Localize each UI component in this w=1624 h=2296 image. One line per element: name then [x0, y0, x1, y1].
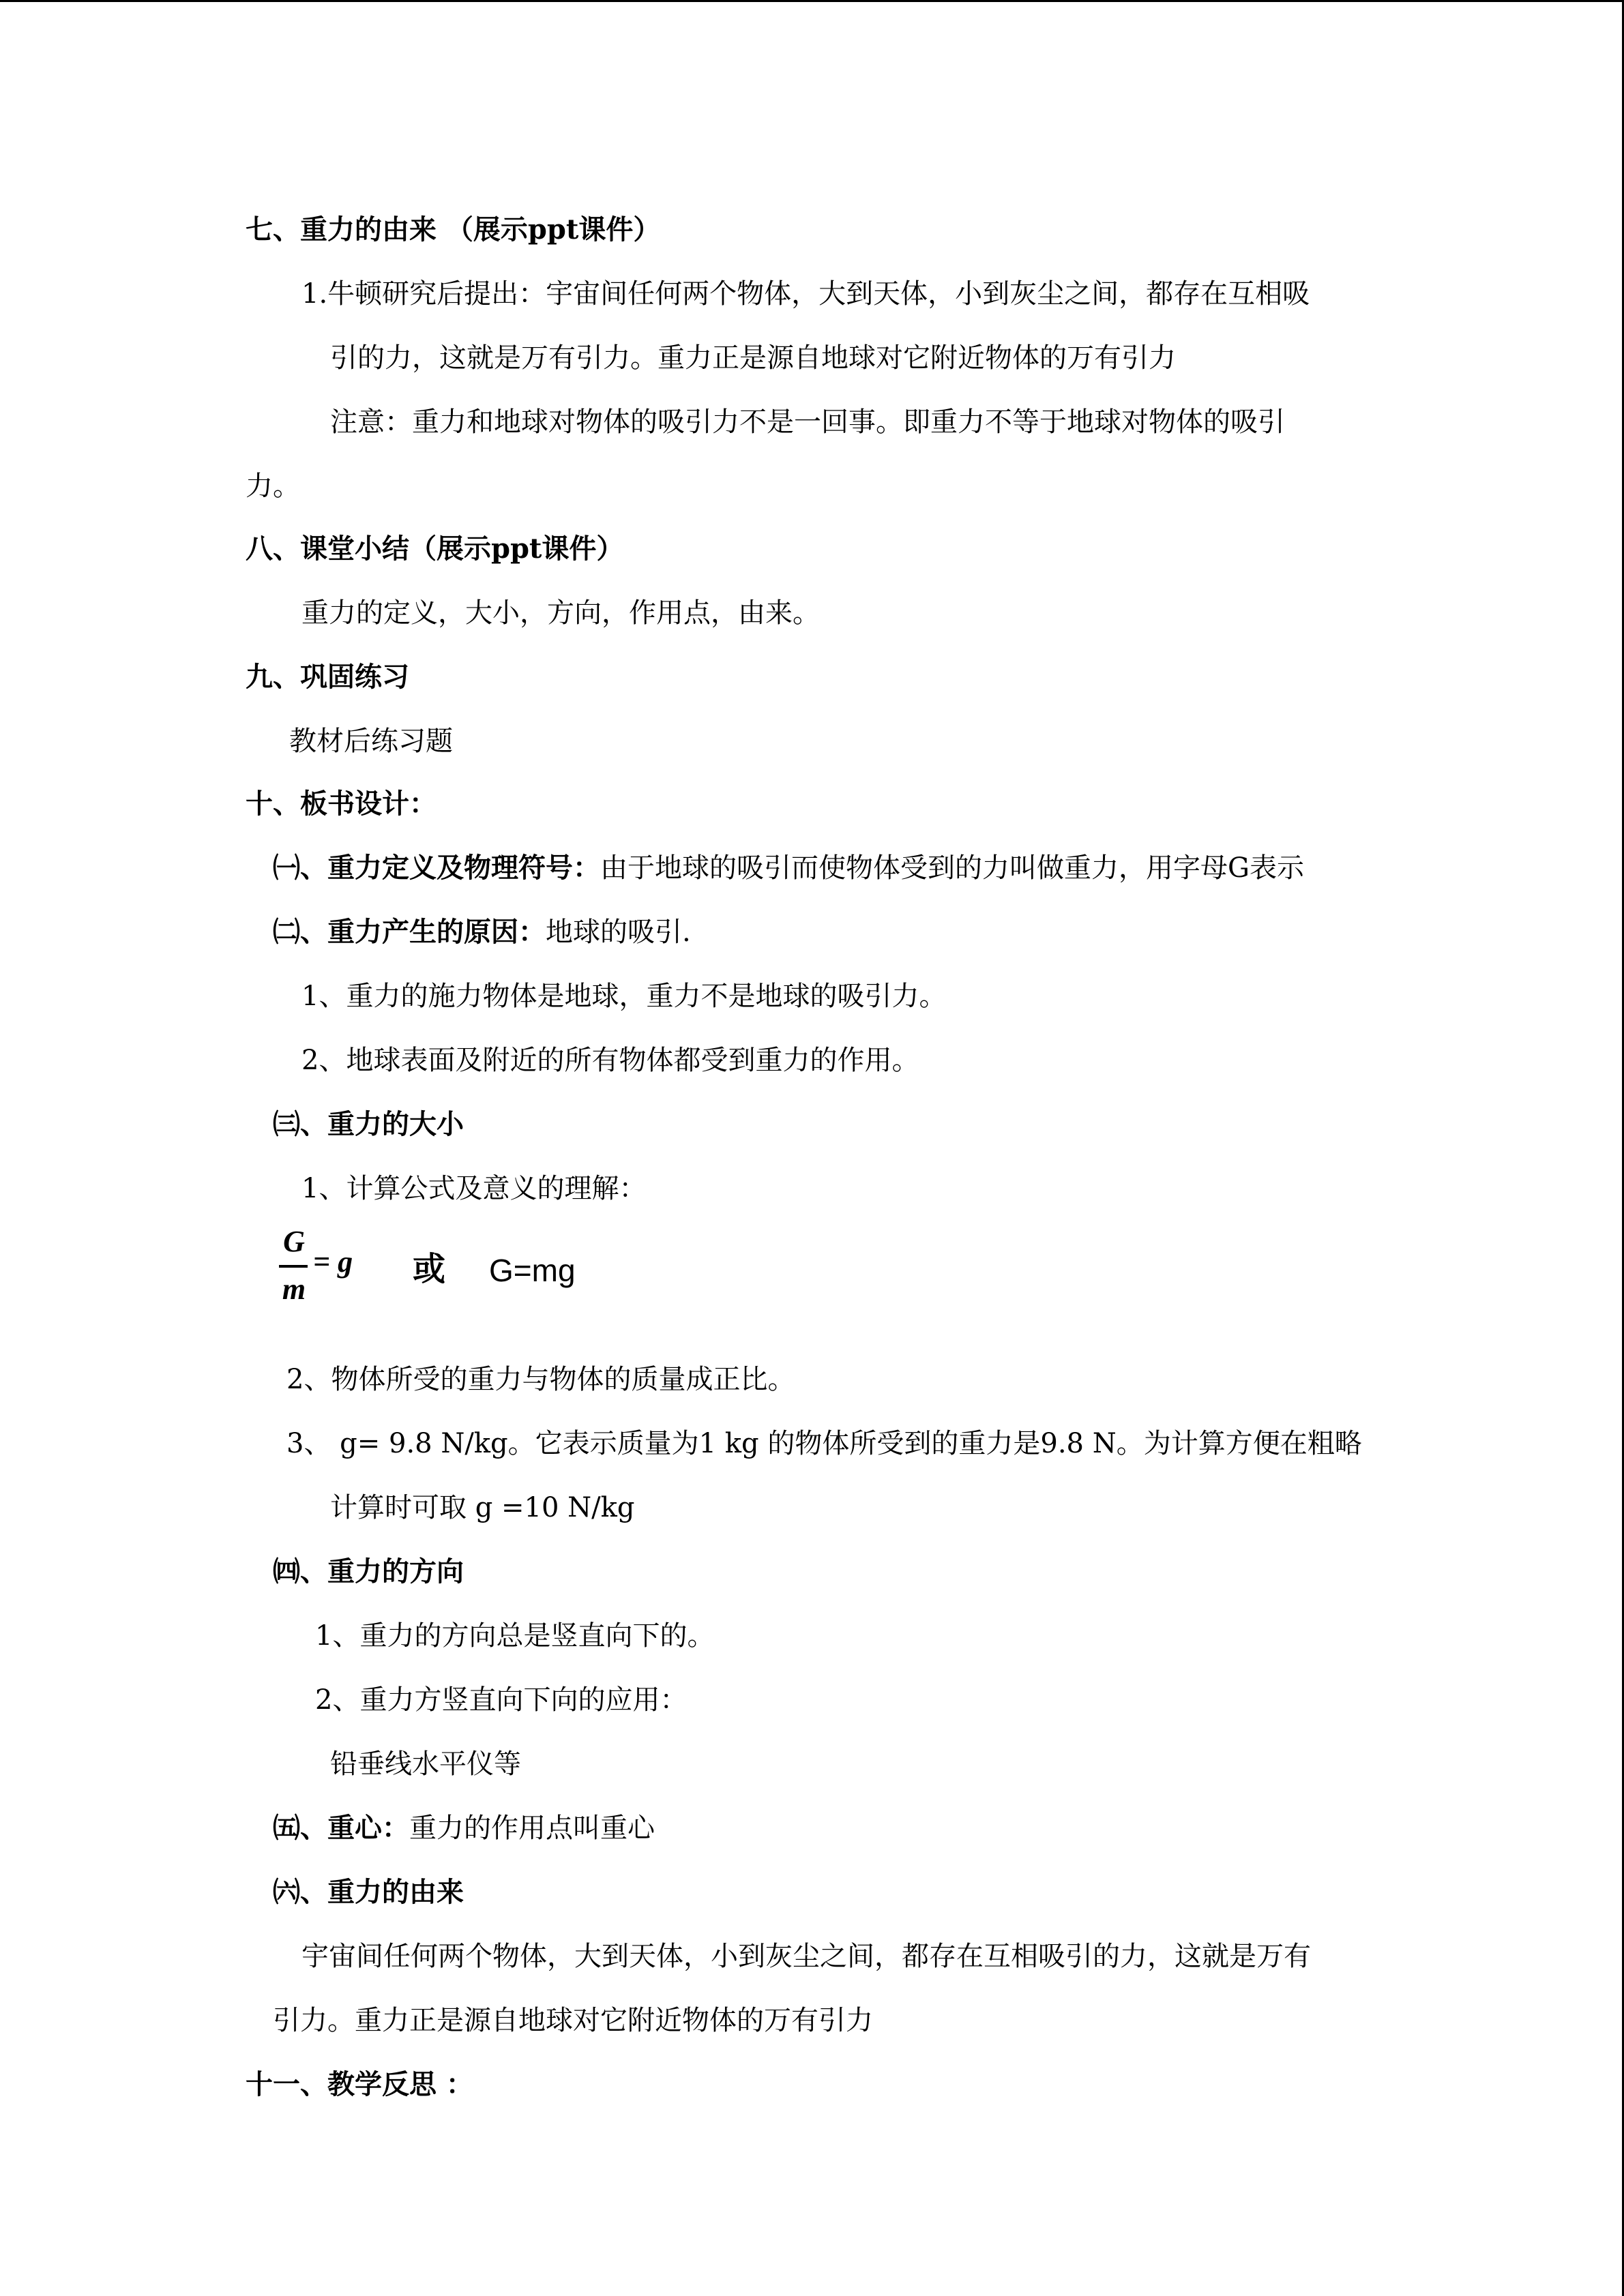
board-item-2-label: ㈡、重力产生的原因：: [273, 916, 546, 948]
fraction-bar: [279, 1265, 308, 1268]
note-7b: 力。: [246, 471, 300, 502]
board-item-4-label: ㈣、重力的方向: [273, 1555, 464, 1587]
paragraph-9: 教材后练习题: [289, 726, 453, 757]
formula-or: 或: [413, 1250, 446, 1288]
board-item-2a: 1、重力的施力物体是地球，重力不是地球的吸引力。: [301, 981, 947, 1012]
gravity-formula: [269, 1223, 610, 1311]
formula-equals-g: = g: [313, 1245, 353, 1279]
board-item-5: [273, 1810, 655, 1846]
board-item-2: [273, 914, 691, 950]
board-item-4c: 铅垂线水平仪等: [330, 1748, 521, 1780]
board-item-6-label: ㈥、重力的由来: [273, 1876, 464, 1908]
board-item-6a: 宇宙间任何两个物体，大到天体，小到灰尘之间，都存在互相吸引的力，这就是万有: [301, 1941, 1311, 1972]
board-item-6: [273, 1875, 464, 1910]
paragraph-7-1b: 引的力，这就是万有引力。重力正是源自地球对它附近物体的万有引力: [330, 342, 1176, 374]
formula-numerator: G: [283, 1225, 305, 1258]
board-item-3c1: 3、 g= 9.8 N/kg。它表示质量为1 kg 的物体所受到的重力是9.8 N。为计算方便在粗略: [286, 1428, 1362, 1459]
board-item-6b: 引力。重力正是源自地球对它附近物体的万有引力: [273, 2005, 873, 2036]
heading-7: 七、重力的由来 （展示ppt课件）: [246, 213, 661, 245]
board-item-1-label: ㈠、重力定义及物理符号：: [273, 852, 600, 884]
note-7a: 注意：重力和地球对物体的吸引力不是一回事。即重力不等于地球对物体的吸引: [330, 406, 1285, 438]
formula-alt: G=mg: [489, 1253, 576, 1288]
board-item-4b: 2、重力方竖直向下向的应用：: [315, 1684, 688, 1716]
heading-8: 八、课堂小结（展示ppt课件）: [246, 533, 624, 565]
board-item-1: [273, 850, 1304, 886]
board-item-4: [273, 1554, 464, 1590]
board-item-5-text: 重力的作用点叫重心: [409, 1813, 655, 1844]
board-item-5-label: ㈤、重心：: [273, 1812, 409, 1844]
heading-10: 十、板书设计：: [246, 788, 437, 820]
board-item-3-label: ㈢、重力的大小: [273, 1108, 464, 1140]
board-item-3b: 2、物体所受的重力与物体的质量成正比。: [286, 1364, 795, 1395]
board-item-2-text: 地球的吸引.: [546, 916, 691, 948]
formula-denominator: m: [282, 1272, 306, 1306]
board-item-3c2: 计算时可取 g =10 N/kg: [330, 1492, 635, 1523]
board-item-4a: 1、重力的方向总是竖直向下的。: [315, 1620, 715, 1652]
board-item-2b: 2、地球表面及附近的所有物体都受到重力的作用。: [301, 1045, 919, 1076]
paragraph-8: 重力的定义，大小，方向，作用点，由来。: [301, 597, 820, 629]
heading-9: 九、巩固练习: [246, 661, 409, 693]
board-item-3: [273, 1107, 464, 1142]
paragraph-7-1a: 1.牛顿研究后提出：宇宙间任何两个物体，大到天体，小到灰尘之间，都存在互相吸: [301, 278, 1310, 310]
board-item-1-text: 由于地球的吸引而使物体受到的力叫做重力，用字母G表示: [600, 852, 1304, 884]
board-item-3a: 1、计算公式及意义的理解：: [301, 1173, 647, 1204]
heading-11: 十一、教学反思 ：: [246, 2068, 473, 2100]
